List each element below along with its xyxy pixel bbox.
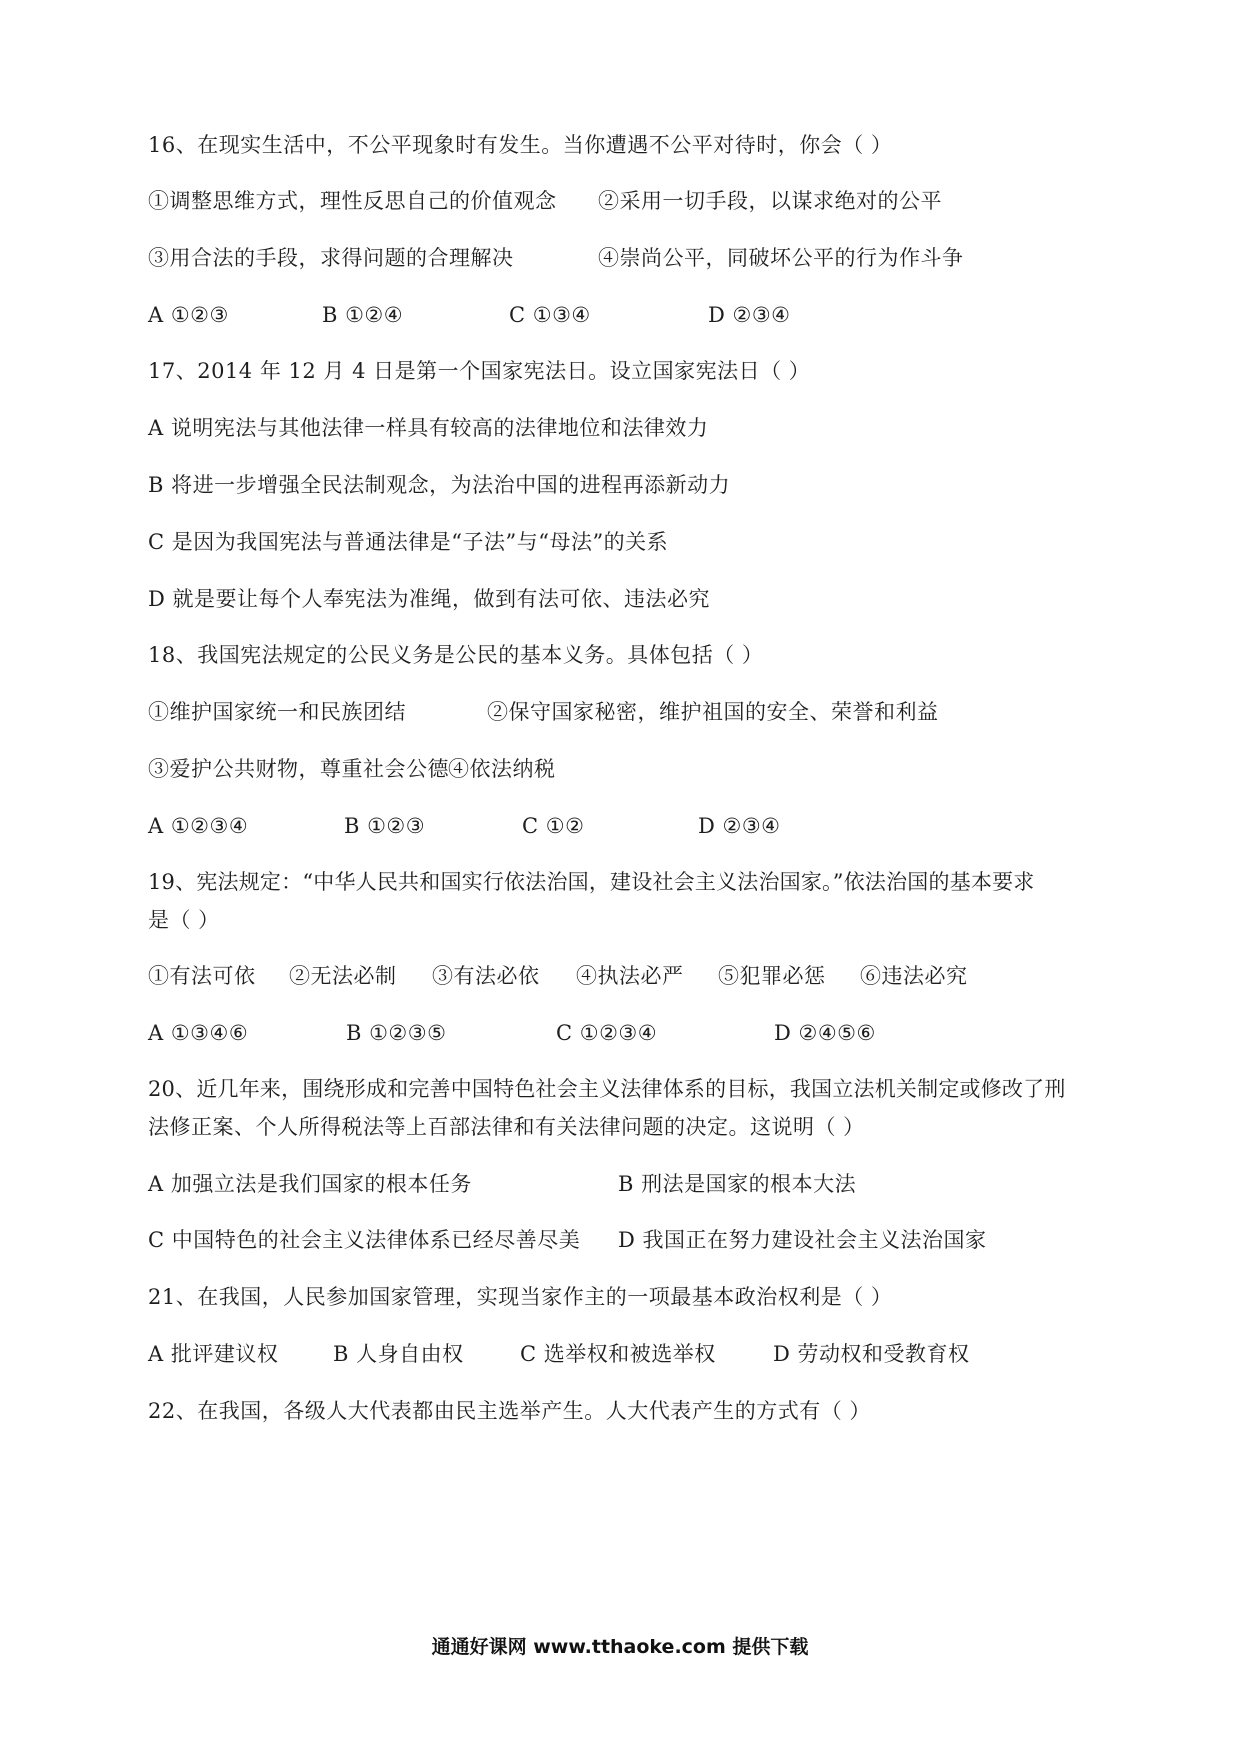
- option-c: C ①③④: [509, 303, 591, 327]
- statement-2: ②保守国家秘密，维护祖国的安全、荣誉和利益: [487, 700, 939, 724]
- question-20-stem-line2: 法修正案、个人所得税法等上百部法律和有关法律问题的决定。这说明（ ）: [148, 1115, 865, 1139]
- option-a: A 加强立法是我们国家的根本任务: [148, 1172, 472, 1196]
- option-c: C 中国特色的社会主义法律体系已经尽善尽美: [148, 1228, 581, 1252]
- statement-5: ⑤犯罪必惩: [718, 964, 826, 988]
- question-20-stem-line1: 20、近几年来，围绕形成和完善中国特色社会主义法律体系的目标，我国立法机关制定或修改了刑: [148, 1077, 1066, 1101]
- statement-2: ②无法必制: [289, 964, 397, 988]
- option-d: D ②③④: [708, 303, 791, 327]
- option-b: B 将进一步增强全民法制观念，为法治中国的进程再添新动力: [148, 473, 731, 497]
- question-19-stem-line1: 19、宪法规定：“中华人民共和国实行依法治国，建设社会主义法治国家。”依法治国的基本要求: [148, 870, 1035, 894]
- option-d: D 劳动权和受教育权: [773, 1342, 970, 1366]
- statement-3: ③爱护公共财物，尊重社会公德: [148, 757, 449, 781]
- option-c: C ①②: [522, 814, 585, 838]
- question-22-stem: 22、在我国，各级人大代表都由民主选举产生。人大代表产生的方式有（ ）: [148, 1399, 871, 1423]
- option-a: A ①②③: [148, 303, 229, 327]
- statement-2: ②采用一切手段，以谋求绝对的公平: [598, 189, 942, 213]
- option-b: B ①②③⑤: [346, 1021, 447, 1045]
- option-a: A ①②③④: [148, 814, 249, 838]
- question-21-stem: 21、在我国，人民参加国家管理，实现当家作主的一项最基本政治权利是（ ）: [148, 1285, 893, 1309]
- statement-6: ⑥违法必究: [860, 964, 968, 988]
- option-d: D 就是要让每个人奉宪法为准绳，做到有法可依、违法必究: [148, 587, 711, 611]
- statement-1: ①调整思维方式，理性反思自己的价值观念: [148, 189, 557, 213]
- option-a: A 说明宪法与其他法律一样具有较高的法律地位和法律效力: [148, 416, 709, 440]
- statement-3: ③用合法的手段，求得问题的合理解决: [148, 246, 514, 270]
- statement-4: ④依法纳税: [448, 757, 556, 781]
- option-d: D ②④⑤⑥: [774, 1021, 876, 1045]
- question-16-stem: 16、在现实生活中，不公平现象时有发生。当你遭遇不公平对待时，你会（ ）: [148, 133, 893, 157]
- option-b: B 刑法是国家的根本大法: [618, 1172, 857, 1196]
- question-19-stem-line2: 是（ ）: [148, 908, 220, 932]
- statement-3: ③有法必依: [432, 964, 540, 988]
- option-c: C 是因为我国宪法与普通法律是“子法”与“母法”的关系: [148, 530, 669, 554]
- statement-1: ①有法可依: [148, 964, 256, 988]
- option-c: C 选举权和被选举权: [520, 1342, 716, 1366]
- option-b: B 人身自由权: [333, 1342, 464, 1366]
- question-18-stem: 18、我国宪法规定的公民义务是公民的基本义务。具体包括（ ）: [148, 643, 764, 667]
- option-c: C ①②③④: [556, 1021, 658, 1045]
- option-b: B ①②③: [344, 814, 426, 838]
- statement-4: ④执法必严: [576, 964, 684, 988]
- footer-source-note: 通通好课网 www.tthaoke.com 提供下载: [431, 1636, 809, 1658]
- option-d: D ②③④: [698, 814, 781, 838]
- option-a: A 批评建议权: [148, 1342, 279, 1366]
- option-a: A ①③④⑥: [148, 1021, 249, 1045]
- statement-4: ④崇尚公平，同破坏公平的行为作斗争: [598, 246, 964, 270]
- statement-1: ①维护国家统一和民族团结: [148, 700, 406, 724]
- option-b: B ①②④: [322, 303, 404, 327]
- option-d: D 我国正在努力建设社会主义法治国家: [618, 1228, 987, 1252]
- question-17-stem: 17、2014 年 12 月 4 日是第一个国家宪法日。设立国家宪法日（ ）: [148, 359, 811, 383]
